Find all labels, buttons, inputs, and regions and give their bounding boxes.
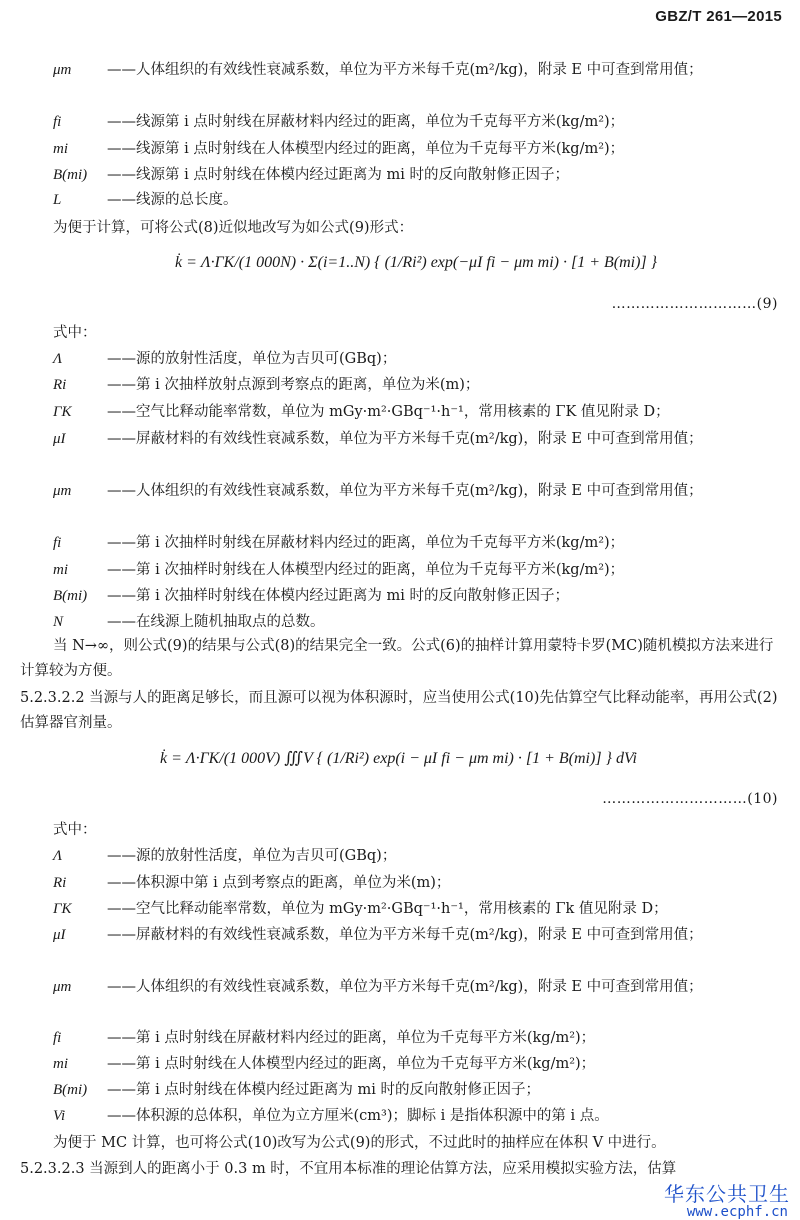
symbol: mi [53, 141, 68, 157]
definition: ——第 i 次抽样时射线在人体模型内经过的距离，单位为千克每平方米(kg/m²)； [107, 562, 625, 578]
definition: ——人体组织的有效线性衰减系数，单位为平方米每千克(m²/kg)，附录 E 中可查到常用值； [107, 979, 703, 995]
equation-number-10: …………………………(10) [602, 791, 778, 807]
standard-code-header: GBZ/T 261—2015 [655, 8, 782, 25]
definition: ——线源第 i 点时射线在体模内经过距离为 mi 时的反向散射修正因子； [107, 167, 569, 183]
definition: ——体积源中第 i 点到考察点的距离，单位为米(m)； [107, 875, 451, 891]
definition: ——第 i 次抽样时射线在体模内经过距离为 mi 时的反向散射修正因子； [107, 588, 569, 604]
symbol: ΓK [53, 404, 72, 420]
symbol: fi [53, 1030, 62, 1046]
symbol: μm [53, 483, 72, 499]
symbol: μm [53, 979, 72, 995]
symbol: Ri [53, 377, 67, 393]
definition: ——空气比释动能率常数，单位为 mGy·m²·GBq⁻¹·h⁻¹，常用核素的 Γk 值见附录 D； [107, 901, 668, 917]
definition: ——第 i 次抽样时射线在屏蔽材料内经过的距离，单位为千克每平方米(kg/m²)； [107, 535, 625, 551]
paragraph-n-infinity: 当 N→∞，则公式(9)的结果与公式(8)的结果完全一致。公式(6)的抽样计算用蒙特卡罗(MC)随机模拟方法来进行计算较为方便。 [20, 638, 774, 679]
symbol: B(mi) [53, 588, 88, 604]
definition: ——源的放射性活度，单位为吉贝可(GBq)； [107, 848, 397, 864]
section-5-2-3-2-2: 5.2.3.2.2 当源与人的距离足够长，而且源可以视为体积源时，应当使用公式(10)先估算空气比释动能率，再用公式(2)估算器官剂量。 [20, 690, 778, 731]
symbol: μm [53, 62, 72, 78]
definition: ——线源第 i 点时射线在人体模型内经过的距离，单位为千克每平方米(kg/m²)； [107, 141, 625, 157]
symbol: Λ [53, 351, 63, 367]
section-5-2-3-2-3: 5.2.3.2.3 当源到人的距离小于 0.3 m 时，不宜用本标准的理论估算方法，应采用模拟实验方法，估算 [20, 1161, 677, 1177]
definition: ——空气比释动能率常数，单位为 mGy·m²·GBq⁻¹·h⁻¹，常用核素的 ΓK 值见附录 D； [107, 404, 670, 420]
definition: ——线源的总长度。 [107, 192, 238, 208]
symbol: fi [53, 535, 62, 551]
symbol: B(mi) [53, 1082, 88, 1098]
equation-number-9: …………………………(9) [611, 296, 778, 312]
definition: ——体积源的总体积，单位为立方厘米(cm³)；脚标 i 是指体积源中的第 i 点。 [107, 1108, 609, 1124]
symbol: μI [53, 431, 66, 447]
symbol: L [53, 192, 62, 208]
formula-9: k̇ = Λ·ΓK/(1 000N) · Σ(i=1..N) { (1/Ri²) exp(−μI fi − μm mi) · [1 + B(mi)] } [175, 254, 658, 271]
symbol: N [53, 614, 64, 630]
definition: ——线源第 i 点时射线在屏蔽材料内经过的距离，单位为千克每平方米(kg/m²)； [107, 114, 625, 130]
definition: ——第 i 点时射线在体模内经过距离为 mi 时的反向散射修正因子； [107, 1082, 540, 1098]
definition: ——屏蔽材料的有效线性衰减系数，单位为平方米每千克(m²/kg)，附录 E 中可查到常用值； [107, 927, 703, 943]
paragraph-mc: 为便于 MC 计算，也可将公式(10)改写为公式(9)的形式，不过此时的抽样应在体积 V 中进行。 [53, 1135, 666, 1151]
intro-formula-9: 为便于计算，可将公式(8)近似地改写为如公式(9)形式： [53, 220, 414, 236]
definition: ——屏蔽材料的有效线性衰减系数，单位为平方米每千克(m²/kg)，附录 E 中可查到常用值； [107, 431, 703, 447]
symbol: fi [53, 114, 62, 130]
watermark-text: 华东公共卫生 [664, 1182, 790, 1206]
where-label: 式中： [53, 325, 97, 341]
symbol: Vi [53, 1108, 66, 1124]
symbol: μI [53, 927, 66, 943]
symbol: mi [53, 1056, 68, 1072]
watermark-url: www.ecphf.cn [686, 1204, 788, 1220]
definition: ——源的放射性活度，单位为吉贝可(GBq)； [107, 351, 397, 367]
symbol: Λ [53, 848, 63, 864]
definition: ——第 i 次抽样放射点源到考察点的距离，单位为米(m)； [107, 377, 480, 393]
symbol: Ri [53, 875, 67, 891]
definition: ——人体组织的有效线性衰减系数，单位为平方米每千克(m²/kg)，附录 E 中可查到常用值； [107, 62, 703, 78]
symbol: mi [53, 562, 68, 578]
definition: ——第 i 点时射线在屏蔽材料内经过的距离，单位为千克每平方米(kg/m²)； [107, 1030, 596, 1046]
definition: ——第 i 点时射线在人体模型内经过的距离，单位为千克每平方米(kg/m²)； [107, 1056, 596, 1072]
definition: ——在线源上随机抽取点的总数。 [107, 614, 325, 630]
symbol: ΓK [53, 901, 72, 917]
formula-10: k̇ = Λ·ΓK/(1 000V) ∭V { (1/Ri²) exp(i − μI fi − μm mi) · [1 + B(mi)] } dVi [160, 750, 637, 767]
definition: ——人体组织的有效线性衰减系数，单位为平方米每千克(m²/kg)，附录 E 中可查到常用值； [107, 483, 703, 499]
where-label: 式中： [53, 822, 97, 838]
symbol: B(mi) [53, 167, 88, 183]
